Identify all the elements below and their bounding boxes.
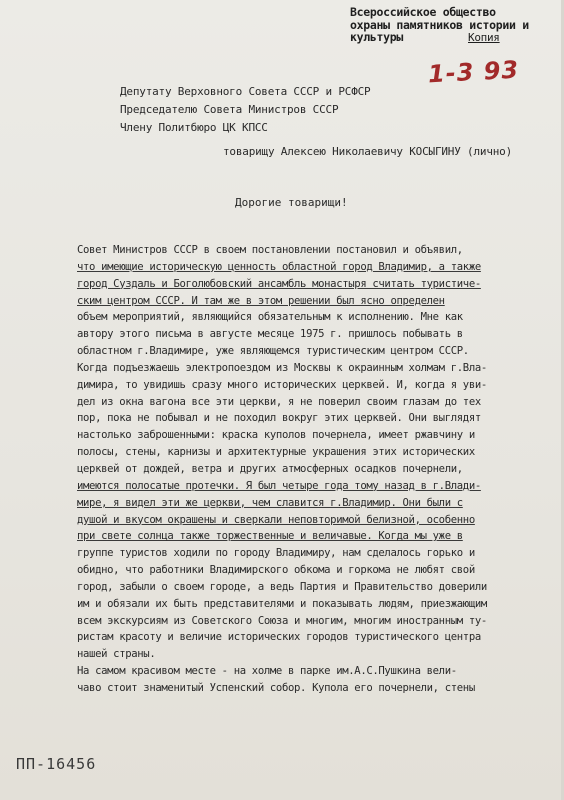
body-line: ским центром СССР. И там же в этом решении был ясно определен (77, 294, 445, 307)
address-line-1: Депутату Верховного Совета СССР и РСФСР (120, 85, 371, 98)
handwritten-mark: 1-3 93 (427, 55, 520, 89)
body-line: группе туристов ходили по городу Владимиру, нам сделалось горько и (77, 547, 475, 560)
body-line: полосы, стены, карнизы и архитектурные украшения этих исторических (77, 446, 475, 459)
copy-label: Копия (468, 31, 500, 44)
body-line: при свете солнца также торжественные и величавые. Когда мы уже в (77, 530, 463, 543)
body-line: димира, то увидишь сразу много исторических церквей. И, когда я уви- (77, 378, 487, 391)
body-line: душой и вкусом окрашены и сверкали неповторимой белизной, особенно (77, 513, 475, 526)
body-line: автору этого письма в августе месяце 1975 г. пришлось побывать в (77, 328, 463, 341)
body-line: областном г.Владимире, уже являющемся туристическим центром СССР. (77, 345, 469, 358)
stamp-line-2: охраны памятников истории и (350, 17, 529, 32)
archive-code: ПП-16456 (16, 755, 97, 773)
body-line: город Суздаль и Боголюбовский ансамбль монастыря считать туристиче- (77, 277, 481, 290)
body-line: нашей страны. (77, 648, 156, 661)
body-line: имеются полосатые протечки. Я был четыре года тому назад в г.Влади- (77, 479, 481, 492)
body-line: мире, я видел эти же церкви, чем славится г.Владимир. Они были с (77, 496, 463, 509)
address-line-4: товарищу Алексею Николаевичу КОСЫГИНУ (лично) (223, 145, 513, 158)
address-line-2: Председателю Совета Министров СССР (120, 103, 339, 116)
letter-body (77, 242, 547, 697)
body-line: дел из окна вагона все эти церкви, я не поверил своим глазам до тех (77, 395, 481, 408)
body-line: что имеющие историческую ценность областной город Владимир, а также (77, 260, 481, 273)
body-line: Совет Министров СССР в своем постановлении постановил и объявил, (77, 244, 463, 256)
body-line: им и обязали их быть представителями и показывать людям, приезжающим (77, 597, 487, 610)
greeting: Дорогие товарищи! (235, 196, 348, 209)
body-line: церквей от дождей, ветра и других атмосферных осадков почернели, (77, 462, 463, 475)
stamp-line-1: Всероссийское общество (350, 5, 496, 19)
body-line: город, забыли о своем городе, а ведь Партия и Правительство доверили (77, 580, 487, 593)
organization-stamp (350, 6, 560, 44)
body-line: объем мероприятий, являющийся обязательным к исполнению. Мне как (77, 311, 463, 324)
body-line: пор, пока не побывал и не походил вокруг этих церквей. Они выглядят (77, 412, 481, 425)
body-line: обидно, что работники Владимирского обкома и горкома не любят свой (77, 564, 475, 577)
stamp-line-3: культуры (350, 30, 403, 44)
body-line: всем экскурсиям из Советского Союза и многим, многим иностранным ту- (77, 614, 487, 627)
body-line: чаво стоит знаменитый Успенский собор. Купола его почернели, стены (77, 681, 475, 694)
body-line: ристам красоту и величие исторических городов туристического центра (77, 631, 481, 644)
address-line-3: Члену Политбюро ЦК КПСС (120, 121, 268, 134)
body-line: На самом красивом месте - на холме в парке им.А.С.Пушкина вели- (77, 665, 457, 678)
body-line: настолько заброшенными: краска куполов почернела, имеет ржавчину и (77, 429, 475, 442)
body-line: Когда подъезжаешь электропоездом из Москвы к окраинным холмам г.Вла- (77, 361, 487, 374)
